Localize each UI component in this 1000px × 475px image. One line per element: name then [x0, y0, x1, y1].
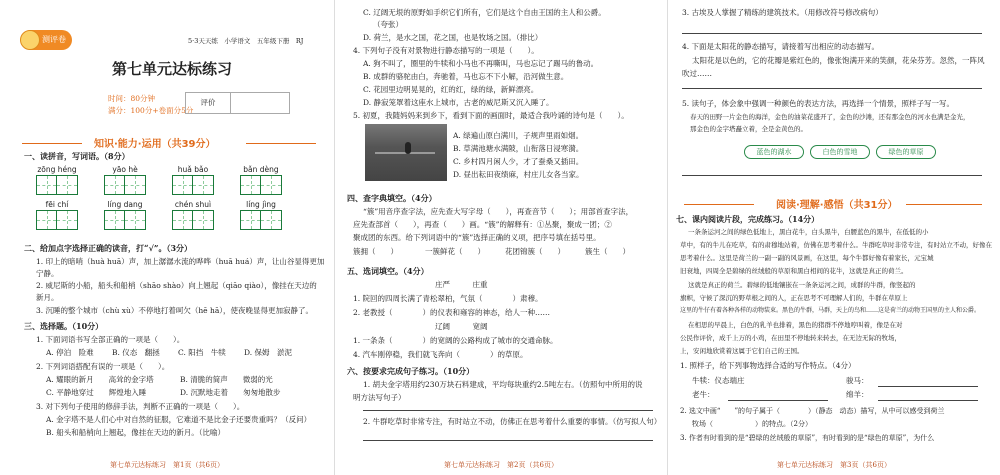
page-1	[0, 0, 335, 475]
answer-line[interactable]	[682, 88, 982, 89]
pinyin-item: zōng héng	[36, 165, 78, 195]
band-line-right	[906, 204, 982, 205]
q1-row: 牛犊：仪态端庄	[692, 376, 745, 385]
eval-label: 评价	[186, 93, 231, 113]
passage-line: 一条条运河之间的绿色低地上，黑白花牛，白头黑牛，白腰蓝色的黑牛，在低低的小	[688, 228, 929, 236]
answer-grid[interactable]	[104, 175, 146, 195]
passage-line: 旗帜，守候了深沉的野草根之间的人，正在思考不可理解人们的，牛群在草原上	[680, 294, 908, 302]
s3-q2-opt: D. 沉默地走着 匆匆地散步	[180, 388, 281, 397]
series-header: 5·3天天练 小学语文 五年级下册 RJ	[188, 37, 304, 45]
q2-line: 牧场（ ）的特点。（2分）	[692, 420, 812, 428]
s5-line: 1. 一条条（ ）的宽阔的公路构成了城市的交通命脉。	[353, 336, 558, 345]
text-line: （夸张）	[373, 20, 403, 29]
picture-option: A. 绿遍山原白满川，子规声里雨如烟。	[453, 131, 584, 140]
passage-line: 公民作评价，成千上万的小鸡，在田里不停地转来转去，在无边无际的牧场，	[680, 334, 901, 342]
section-2-title: 二、给加点字选择正确的读音，打“√”。（3分）	[24, 243, 193, 253]
text-line: 太阳花是以色的，它的花瓣是紫红色的，像张饱满开来的笑颜，花朵芬芳。忽然，一阵风	[692, 56, 985, 65]
option-tag[interactable]: 白色的雪地	[810, 145, 870, 159]
badge-label: 测评卷	[42, 35, 66, 44]
band-line-left	[22, 143, 82, 144]
text-line: C. 辽阔无垠的原野如手织它们所有，它们是这个自由王国的主人和公爵。	[363, 8, 606, 17]
option-tag[interactable]: 蓝色的湖水	[744, 145, 804, 159]
band-line-right	[246, 143, 316, 144]
passage-line: 这里的牛仔有着各种各样的动物装束。黑色的牛群，马群，天上的鸟和……这是荷兰的动物王国里的主人和公爵。	[680, 307, 981, 314]
text-line: 3. 古埃及人掌握了精练的建筑技术。（用修改符号修改病句）	[682, 8, 883, 17]
q1-row: 绵羊：	[846, 390, 869, 399]
text-line: A. 狗不叫了，圈里的牛犊和小马也不再嘶叫，马也忘记了踢马的鲁动。	[363, 59, 599, 68]
q1-row: 骏马：	[846, 376, 869, 385]
q1-row: 老牛：	[692, 390, 715, 399]
page-3	[668, 0, 1000, 475]
section-1-title: 一、读拼音，写词语。（8分）	[24, 151, 130, 161]
answer-grid[interactable]	[172, 210, 214, 230]
s5-line: 1. 院回的四周长满了青松翠柏，气氛（ ）肃穆。	[353, 294, 543, 303]
answer-grid[interactable]	[172, 175, 214, 195]
s3-q3: 3. 对下列句子使用的修辞手法，判断不正确的一项是（ ）。	[36, 402, 245, 411]
q3-line: 3. 作者有时看到的是“碧绿的丝绒般的草原”，有时看到的是“绿色的草原”，为什么	[680, 434, 935, 442]
answer-grid[interactable]	[240, 210, 282, 230]
text-line: 5. 初夏，我随妈妈来到乡下，看到下面的画面时，最适合我吟诵的诗句是（ ）。	[353, 111, 629, 120]
section-7-title: 七、课内阅读片段，完成练习。（14分）	[676, 214, 820, 224]
section-band: 阅读·理解·感悟（共31分）	[776, 200, 898, 211]
answer-line[interactable]	[682, 175, 982, 176]
passage-line: 旧衰地，四周全是碧绿的丝绒般的草原和黑白相间的花牛，这就是真正的荷兰。	[680, 267, 908, 275]
s2-line: 新月。	[36, 293, 59, 302]
pinyin-item: líng jìng	[240, 200, 282, 230]
q1: 1. 照样子，给下列事物选择合适的写作特点。（4分）	[680, 361, 856, 370]
word-pair: 辽阔 宽阔	[435, 322, 488, 331]
page-footer: 第七单元达标练习 第2页（共6页）	[444, 461, 558, 469]
answer-line[interactable]	[363, 440, 653, 441]
s5-line: 4. 汽车刚停稳，我们就飞奔向（ ）的草原。	[353, 350, 528, 359]
answer-grid[interactable]	[240, 175, 282, 195]
q5-line: 5. 读句子，体会象中强调一种颜色的表达方法，再选择一个情景，照样子写一写。	[682, 99, 955, 108]
text-line: B. 成群的骆驼由白，奔驰着，马也忘不下小解，沿河做生意。	[363, 72, 569, 81]
s3-q1-opt: C. 阳挡 牛犊	[178, 348, 226, 357]
mascot-icon	[20, 30, 40, 50]
picture-option: B. 草满池塘水满陂，山衔落日浸寒漪。	[453, 144, 584, 153]
s3-q2-opt: C. 平静地穿过 辉煌地入睡	[46, 388, 147, 397]
text-line: C. 花园里边明晃晃的，红的红，绿的绿，新鲜漂亮。	[363, 85, 539, 94]
q5-line: 那金色的金字塔矗立着，全是金黄色的。	[690, 125, 807, 133]
s4-line: “簇”用音序查字法，应先查大写字母（ ），再查音节（ ）；用部首查字法，	[363, 207, 634, 216]
s4-line: 应先查部首（ ），再查（ ）画。“簇”的解释有：①丛聚，聚成一团；②	[353, 220, 612, 229]
answer-line[interactable]	[363, 410, 653, 411]
s3-q1: 1. 下面词语书写全部正确的一项是（ ）。	[36, 335, 185, 344]
text-line: D. 静寂笼罩着这座水上城市，古老的威尼斯又沉入睡了。	[363, 98, 554, 107]
s2-line: 1. 印上的暗哨（huà huā）声，加上潺潺水流的哗哗（huā huá）声，让山谷显得更加	[36, 257, 325, 266]
page-2	[335, 0, 668, 475]
eval-input[interactable]	[231, 93, 289, 113]
s2-line: 2. 威尼斯的小船，船头和船梢（shāo shào）向上翘起（qiāo qiào），像挂在天边的	[36, 281, 317, 290]
field-photo	[365, 124, 447, 181]
s5-line: 2. 老教授（ ）的仪表和雍容的神态，给人一种……	[353, 308, 551, 317]
option-tag[interactable]: 绿色的草原	[876, 145, 936, 159]
passage-line: 上，安闲地欣赏着这属于它们自己的王国。	[680, 347, 804, 355]
s3-q1-opt: A. 停泊 险难	[46, 348, 94, 357]
section-5-title: 五、选词填空。（4分）	[347, 266, 429, 276]
answer-grid[interactable]	[36, 210, 78, 230]
page-title: 第七单元达标练习	[112, 60, 233, 78]
s3-q3-opt: B. 船头和船梢向上翘起，像挂在天边的新月。（比喻）	[46, 428, 226, 437]
passage-line: 这就是真正的荷兰。碧绿的低地镶嵌在一条条运河之间，成群的牛群，像竖起的	[688, 281, 916, 289]
pinyin-item: bǎn dèng	[240, 165, 282, 195]
eval-box	[185, 92, 290, 114]
picture-option: C. 乡村四月闲人少，才了蚕桑又插田。	[453, 157, 584, 166]
pinyin-item: chén shuì	[172, 200, 214, 230]
score-info: 满分：100分+卷面分5分	[108, 106, 194, 115]
passage-line: 在相思的早晨上，白色的乳羊也排着，黑色的猪群不停地哼叫着，像是在对	[688, 321, 903, 329]
s3-q2-opt: B. 清脆的简声 微弱的光	[180, 375, 273, 384]
s4-word: 一簇鲜花（ ）	[425, 247, 485, 256]
text-line: 吹过……	[682, 69, 712, 78]
s3-q2: 2. 下列词语搭配有误的一项是（ ）。	[36, 362, 170, 371]
answer-line[interactable]	[878, 400, 978, 401]
section-6-title: 六、按要求完成句子练习。（10分）	[347, 366, 475, 376]
pinyin-item: huǎ bǎo	[172, 165, 214, 195]
picture-option: D. 昼出耘田夜绩麻，村庄儿女各当家。	[453, 170, 584, 179]
s6-line: 明方法写句子）	[353, 393, 406, 402]
answer-line[interactable]	[878, 386, 978, 387]
s4-word: 簇拥（ ）	[353, 247, 398, 256]
answer-line[interactable]	[728, 400, 828, 401]
time-info: 时间：80分钟	[108, 94, 156, 103]
s2-line: 3. 沉睡的整个城市（chù xù）不停地打着呵欠（hē hā），使夜晚显得更加寂静了。	[36, 306, 314, 315]
section-4-title: 四、查字典填空。（4分）	[347, 193, 437, 203]
s4-word: 花团锦簇（ ）	[505, 247, 565, 256]
passage-line: 思考着什么。这里是荷兰的一副一副的风景画，在这里，每个牛都好像有着家长，元宝城	[680, 254, 934, 262]
section-3-title: 三、选择题。（10分）	[24, 321, 104, 331]
text-line: 4. 下面是太阳花的静态描写，请接着写出相应的动态描写。	[682, 42, 880, 51]
s6-line: 1. 胡夫金字塔用约230万块石料建成，平均每块重约2.5吨左右。（仿照句中所用的说	[363, 380, 643, 389]
answer-line[interactable]	[682, 33, 982, 34]
q2-line: 2. 选文中画“ ”的句子属于（ ）（静态 动态）描写，从中可以感受到荷兰	[680, 407, 945, 415]
s6-line: 2. 牛群吃草时非常专注，有时站立不动，仿佛正在思考着什么重要的事情。（仿写拟人句）	[363, 417, 662, 426]
text-line: 4. 下列句子没有对景物进行静态描写的一项是（ ）。	[353, 46, 539, 55]
passage-line: 草中，有的牛儿在吃草，有的肃穆地站着，仿佛在思考着什么。牛群吃草时非常专注，有时站立不动，好像在	[680, 241, 992, 249]
section-band: 知识·能力·运用（共39分）	[94, 139, 216, 150]
pinyin-item: yāo hè	[104, 165, 146, 195]
answer-grid[interactable]	[104, 210, 146, 230]
s3-q3-opt: A. 金字塔不是人们心中对自然的征服，它难道不是比金子还要贵重吗？（反问）	[46, 415, 312, 424]
pinyin-item: fēi chí	[36, 200, 78, 230]
s3-q2-opt: A. 耀眼的新月 高耸的金字塔	[46, 375, 154, 384]
pinyin-item: líng dang	[104, 200, 146, 230]
text-line: D. 荷兰，是水之国，花之国，也是牧场之国。（排比）	[363, 33, 543, 42]
s4-line: 聚成团的东西。给下列词语中的“簇”选择正确的义项，把序号填在括号里。	[353, 233, 601, 242]
s2-line: 宁静。	[36, 269, 59, 278]
answer-grid[interactable]	[36, 175, 78, 195]
s3-q1-opt: D. 保姆 淤泥	[244, 348, 293, 357]
s3-q1-opt: B. 仪态 翻拯	[112, 348, 160, 357]
page-footer: 第七单元达标练习 第3页（共6页）	[777, 461, 891, 469]
word-pair: 庄严 庄重	[435, 280, 488, 289]
page-footer: 第七单元达标练习 第1页（共6页）	[110, 461, 224, 469]
q5-line: 春天的田野一片金色的海洋，金色的油菜花盛开了，金色的沙滩，还有那金色的河水也满是金光，	[690, 113, 970, 121]
s4-word: 簇生（ ）	[585, 247, 630, 256]
band-line-left	[684, 204, 754, 205]
